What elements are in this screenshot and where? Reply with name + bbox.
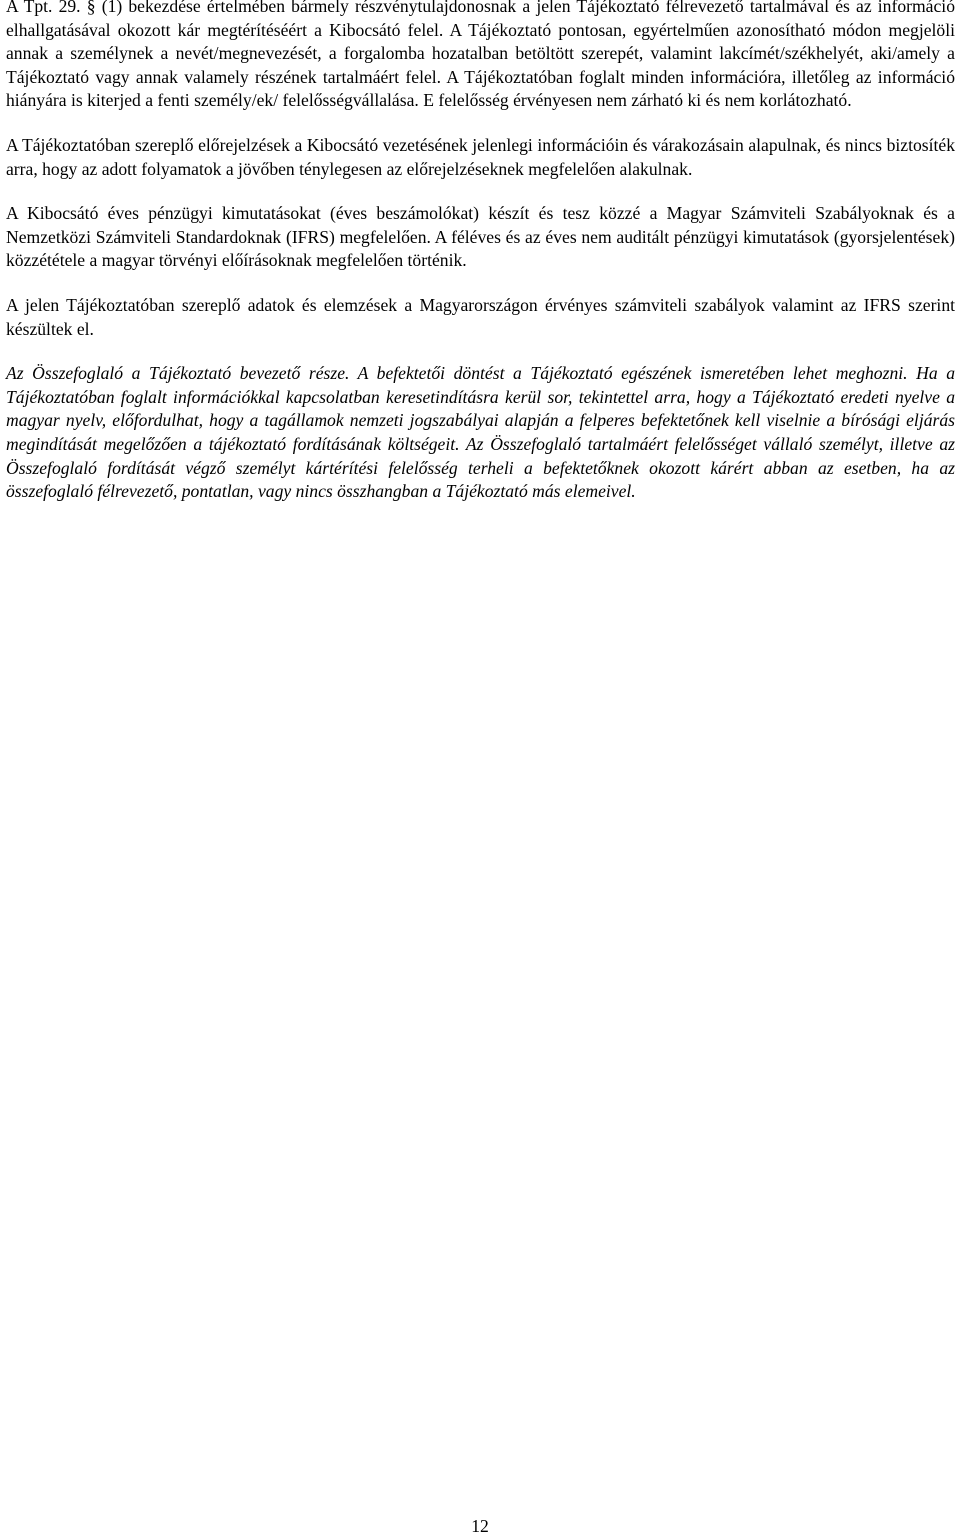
paragraph-summary-notice: Az Összefoglaló a Tájékoztató bevezető része. A befektetői döntést a Tájékoztató egészének ismeretében lehet meghozni. Ha a Tájékoztatóban foglalt információkkal kapcsolatban keresetindításra kerül sor, tekintettel arra, hogy a Tájékoztató eredeti nyelve a magyar nyelv, előfordulhat, hogy a tagállamok nemzeti jogszabályai alapján a felperes befektetőnek kell viselnie a bírósági eljárás megindítását megelőzően a tájékoztató fordításának költségeit. Az Összefoglaló tartalmáért felelősséget vállaló személyt, illetve az Összefoglaló fordítását végző személyt kártérítési felelősség terheli a befektetőknek okozott kárért abban az esetben, ha az összefoglaló félrevezető, pontatlan, vagy nincs összhangban a Tájékoztató más elemeivel.	[6, 363, 955, 502]
paragraph-financial-statements: A Kibocsátó éves pénzügyi kimutatásokat (éves beszámolókat) készít és tesz közzé a Magyar Számviteli Szabályoknak és a Nemzetközi Számviteli Standardoknak (IFRS) megfelelően. A féléves és az éves nem auditált pénzügyi kimutatások (gyorsjelentések) közzététele a magyar törvényi előírásoknak megfelelően történik.	[6, 203, 955, 271]
paragraph-forecasts: A Tájékoztatóban szereplő előrejelzések a Kibocsátó vezetésének jelenlegi információin és várakozásain alapulnak, és nincs biztosíték arra, hogy az adott folyamatok a jövőben ténylegesen az előrejelzéseknek megfelelően alakulnak.	[6, 134, 955, 179]
page-number: 12	[471, 1516, 489, 1536]
paragraph-accounting-rules: A jelen Tájékoztatóban szereplő adatok és elemzések a Magyarországon érvényes számviteli szabályok valamint az IFRS szerint készültek el.	[6, 294, 955, 339]
document-page	[6, 0, 955, 525]
paragraph-liability: A Tpt. 29. § (1) bekezdése értelmében bármely részvénytulajdonosnak a jelen Tájékoztató félrevezető tartalmával és az információ elhallgatásával okozott kár megtérítéséért a Kibocsátó felel. A Tájékoztató pontosan, egyértelműen azonosítható módon megjelöli annak a személynek a nevét/megnevezését, a forgalomba hozatalban betöltött szerepét, valamint lakcímét/székhelyét, aki/amely a Tájékoztató vagy annak valamely részének tartalmáért felel. A Tájékoztatóban foglalt minden információra, illetőleg az információ hiányára is kiterjed a fenti személy/ek/ felelősségvállalása. E felelősség érvényesen nem zárható ki és nem korlátozható.	[6, 0, 955, 111]
